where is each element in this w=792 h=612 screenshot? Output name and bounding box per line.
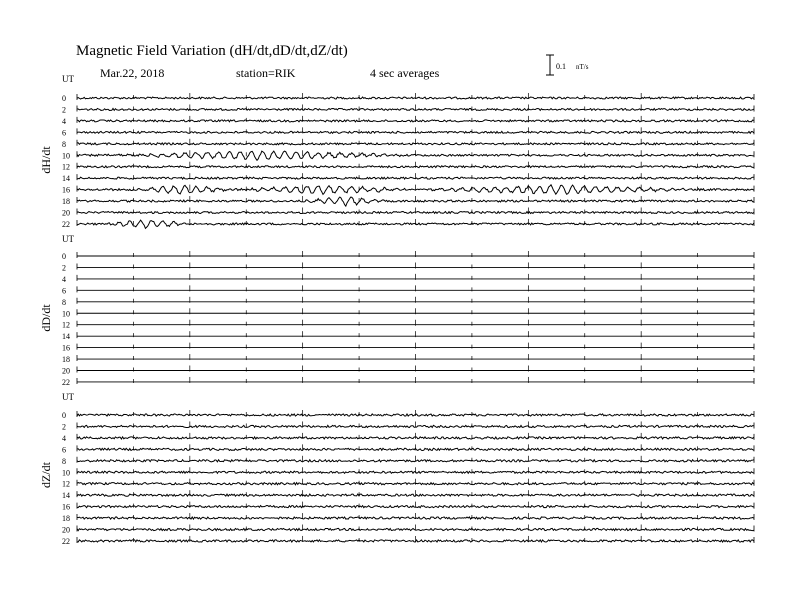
trace-row-10 [62, 150, 754, 160]
trace-row-12 [62, 320, 754, 330]
y-axis-label: dZ/dt [39, 462, 53, 488]
row-hour-label: 10 [62, 468, 70, 478]
trace-row-14 [62, 490, 754, 500]
row-hour-label: 22 [62, 536, 70, 546]
trace-row-6 [62, 285, 754, 295]
trace-row-20 [62, 208, 754, 218]
chart-title: Magnetic Field Variation (dH/dt,dD/dt,dZ/dt) [76, 43, 348, 59]
trace-row-4 [62, 433, 754, 443]
row-hour-label: 18 [62, 514, 70, 524]
trace-row-16 [62, 185, 754, 195]
row-hour-label: 4 [62, 116, 66, 126]
trace-row-4 [62, 274, 754, 284]
row-hour-label: 20 [62, 366, 70, 376]
station-label: station=RIK [236, 66, 296, 80]
row-hour-label: 10 [62, 151, 70, 161]
trace-row-22 [62, 219, 754, 229]
row-hour-label: 18 [62, 197, 70, 207]
trace-row-14 [62, 173, 754, 183]
ut-label: UT [62, 234, 74, 244]
row-hour-label: 12 [62, 479, 70, 489]
row-hour-label: 22 [62, 377, 70, 387]
row-hour-label: 20 [62, 525, 70, 535]
row-hour-label: 6 [62, 128, 66, 138]
trace-row-6 [62, 444, 754, 454]
trace-row-0 [62, 93, 754, 103]
panel-dH-dt [39, 74, 754, 229]
trace-row-18 [62, 354, 754, 364]
row-hour-label: 0 [62, 94, 66, 103]
row-hour-label: 12 [62, 162, 70, 172]
trace-row-22 [62, 377, 754, 387]
ut-label: UT [62, 392, 74, 402]
trace-row-8 [62, 297, 754, 307]
trace-row-0 [62, 251, 754, 261]
trace-row-10 [62, 308, 754, 318]
trace-row-4 [62, 116, 754, 126]
trace-row-16 [62, 502, 754, 512]
row-hour-label: 8 [62, 139, 66, 149]
trace-row-16 [62, 343, 754, 353]
row-hour-label: 16 [62, 343, 70, 353]
trace-row-20 [62, 366, 754, 376]
row-hour-label: 22 [62, 219, 70, 229]
trace-row-12 [62, 479, 754, 489]
y-axis-label: dD/dt [39, 304, 53, 332]
trace-row-18 [62, 196, 754, 206]
row-hour-label: 2 [62, 422, 66, 432]
row-hour-label: 12 [62, 320, 70, 330]
trace-row-0 [62, 410, 754, 420]
scale-bar [546, 55, 589, 75]
row-hour-label: 6 [62, 286, 66, 296]
trace-row-2 [62, 262, 754, 272]
row-hour-label: 14 [62, 491, 70, 501]
trace-row-18 [62, 513, 754, 523]
row-hour-label: 2 [62, 263, 66, 273]
trace-row-8 [62, 456, 754, 466]
row-hour-label: 14 [62, 332, 70, 342]
row-hour-label: 16 [62, 502, 70, 512]
row-hour-label: 8 [62, 297, 66, 307]
date-label: Mar.22, 2018 [100, 66, 165, 80]
scale-value: 0.1 [556, 62, 566, 71]
row-hour-label: 4 [62, 433, 66, 443]
trace-row-10 [62, 467, 754, 477]
row-hour-label: 6 [62, 445, 66, 455]
row-hour-label: 10 [62, 309, 70, 319]
row-hour-label: 0 [62, 252, 66, 261]
scale-unit: nT/s [576, 63, 589, 71]
row-hour-label: 4 [62, 274, 66, 284]
y-axis-label: dH/dt [39, 146, 53, 174]
trace-row-2 [62, 104, 754, 114]
trace-row-2 [62, 421, 754, 431]
trace-row-14 [62, 331, 754, 341]
trace-row-8 [62, 139, 754, 149]
row-hour-label: 8 [62, 456, 66, 466]
panel-dZ-dt [39, 392, 754, 546]
trace-row-20 [62, 525, 754, 535]
panels [39, 74, 754, 546]
row-hour-label: 20 [62, 208, 70, 218]
averages-label: 4 sec averages [370, 66, 440, 80]
row-hour-label: 14 [62, 174, 70, 184]
trace-row-12 [62, 162, 754, 172]
row-hour-label: 2 [62, 105, 66, 115]
trace-row-6 [62, 127, 754, 137]
row-hour-label: 16 [62, 185, 70, 195]
row-hour-label: 18 [62, 355, 70, 365]
panel-dD-dt [39, 234, 754, 387]
row-hour-label: 0 [62, 411, 66, 420]
ut-label: UT [62, 74, 74, 84]
trace-row-22 [62, 536, 754, 546]
